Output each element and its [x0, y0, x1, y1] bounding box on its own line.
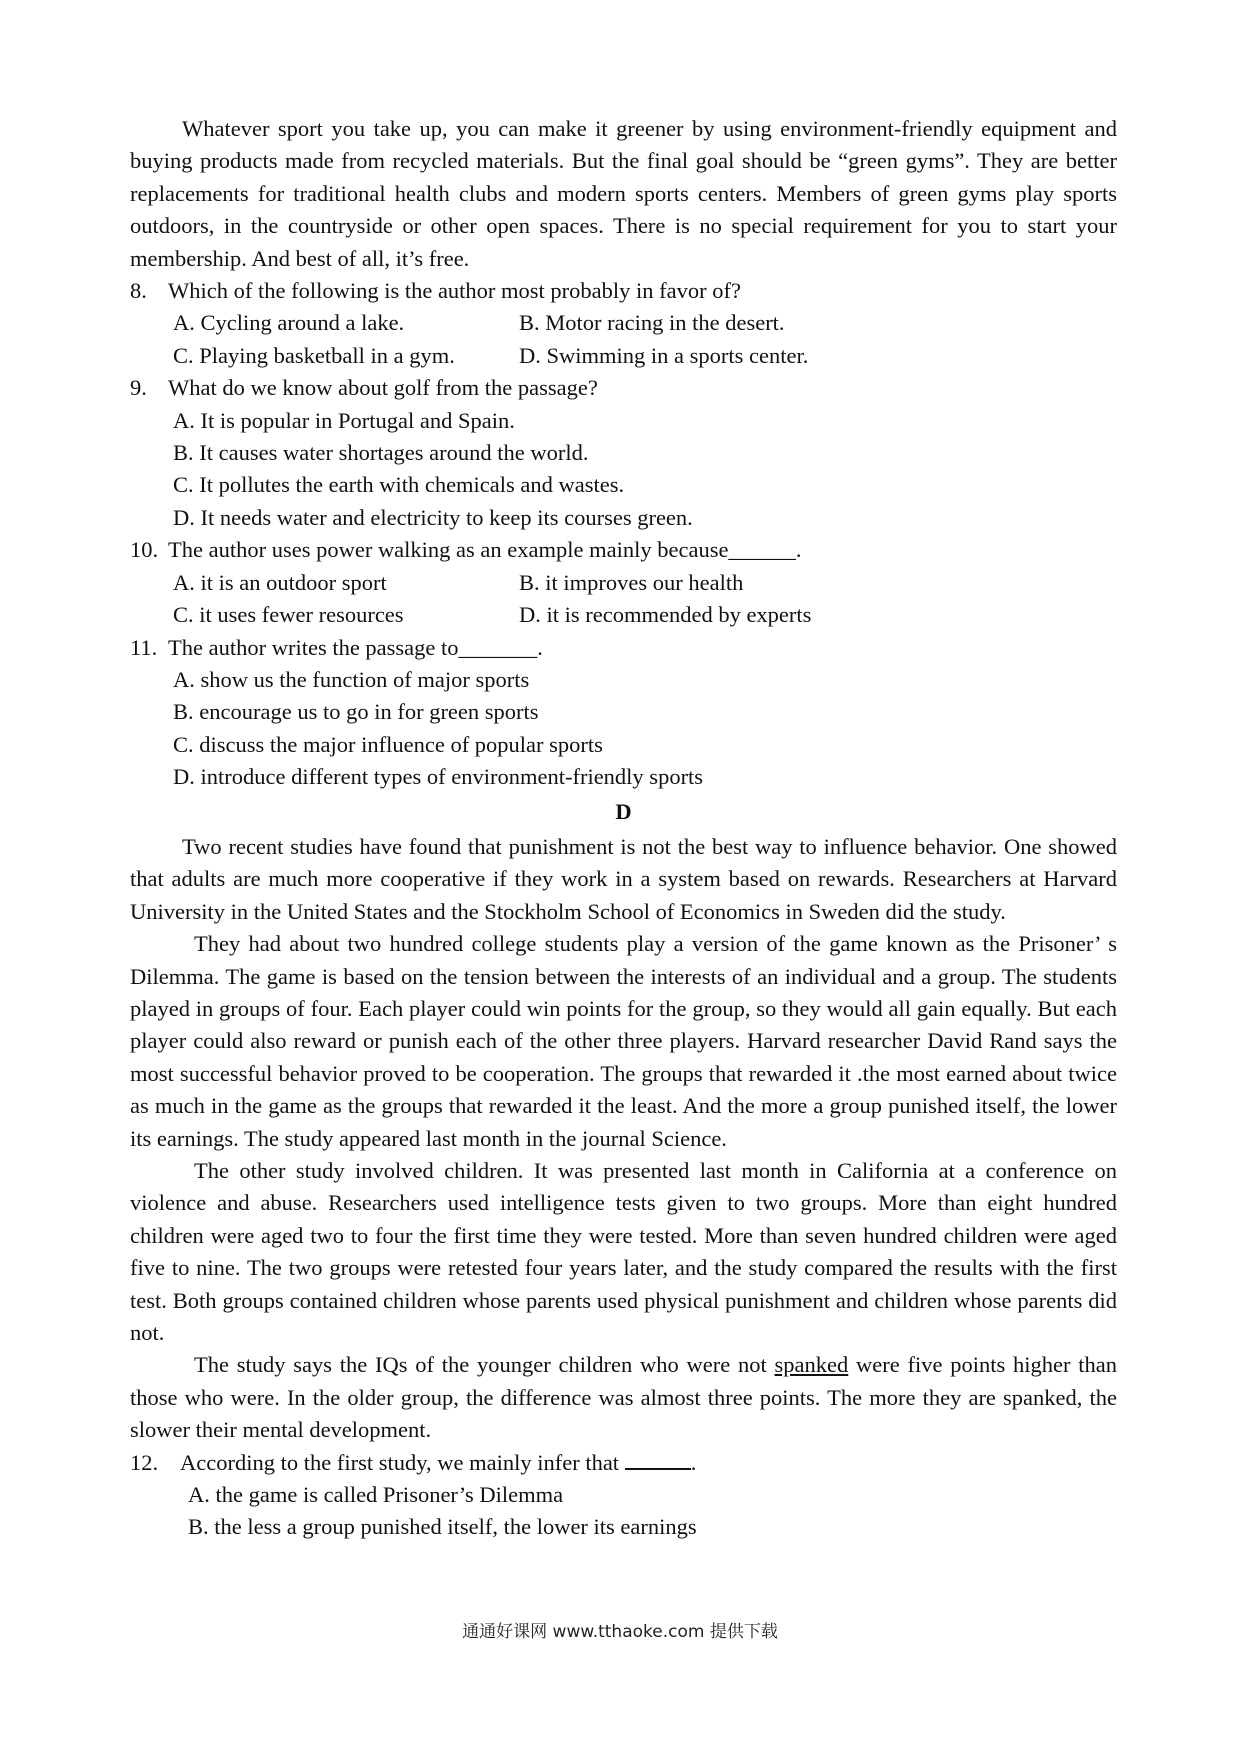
question-stem: What do we know about golf from the passage?: [168, 375, 598, 401]
option-a: A. it is an outdoor sport: [173, 569, 387, 595]
paragraph-text-before: The study says the IQs of the younger children who were not: [194, 1352, 775, 1378]
option-a: A. the game is called Prisoner’s Dilemma: [188, 1482, 564, 1508]
option-d: D. It needs water and electricity to keep its courses green.: [173, 504, 693, 530]
question-11: [130, 632, 1117, 794]
question-10: [130, 534, 1117, 631]
section-d-paragraph-4: [130, 1349, 1117, 1446]
page-footer: 通通好课网 www.tthaoke.com 提供下载: [462, 1622, 778, 1642]
option-b: B. the less a group punished itself, the lower its earnings: [188, 1514, 697, 1540]
option-d: D. Swimming in a sports center.: [519, 342, 809, 368]
question-number: 11.: [130, 634, 158, 660]
option-c: C. Playing basketball in a gym.: [173, 342, 455, 368]
question-number: 10.: [130, 537, 159, 563]
question-number: 9.: [130, 375, 147, 401]
passage-c-final-paragraph: Whatever sport you take up, you can make it greener by using environment-friendly equipment and buying products made from recycled materials. But the final goal should be “green gyms”. They are better replacements for traditional health clubs and modern sports centers. Members of green gyms play sports outdoors, in the countryside or other open spaces. There is no special requirement for you to start your membership. And best of all, it’s free.: [130, 116, 1117, 271]
question-9: [130, 372, 1117, 534]
option-a: A. Cycling around a lake.: [173, 310, 405, 336]
option-a: A. show us the function of major sports: [173, 666, 530, 692]
paragraph-text-after: were five points higher than those who were. In the older group, the difference was almost three points. The more they are spanked, the slower their mental development.: [130, 1352, 1118, 1443]
section-d-paragraph-3: The other study involved children. It was presented last month in California at a conference on violence and abuse. Researchers used intelligence tests given to two groups. More than eight hundred children were aged two to four the first time they were tested. More than seven hundred children were aged five to nine. The two groups were retested four years later, and the study compared the results with the first test. Both groups contained children whose parents used physical punishment and children whose parents did not.: [130, 1158, 1117, 1346]
question-number: 12.: [130, 1449, 159, 1475]
option-c: C. discuss the major influence of popular sports: [173, 731, 603, 757]
question-number: 8.: [130, 278, 147, 304]
option-c: C. It pollutes the earth with chemicals and wastes.: [173, 472, 625, 498]
question-stem: Which of the following is the author most probably in favor of?: [168, 278, 741, 304]
option-b: B. it improves our health: [519, 569, 744, 595]
option-b: B. encourage us to go in for green sports: [173, 699, 539, 725]
option-a: A. It is popular in Portugal and Spain.: [173, 407, 515, 433]
section-d-title: D: [615, 798, 632, 824]
underlined-word: spanked: [774, 1352, 849, 1378]
answer-blank: [625, 1448, 691, 1470]
question-stem: According to the first study, we mainly infer that .: [180, 1449, 697, 1475]
option-d: D. it is recommended by experts: [519, 602, 812, 628]
question-stem: The author uses power walking as an example mainly because______.: [168, 537, 802, 563]
option-b: B. Motor racing in the desert.: [519, 310, 785, 336]
option-b: B. It causes water shortages around the world.: [173, 440, 589, 466]
question-12: [130, 1447, 1117, 1544]
section-d-paragraph-2: They had about two hundred college students play a version of the game known as the Prisoner’ s Dilemma. The game is based on the tension between the interests of an individual and a group. The students played in groups of four. Each player could win points for the group, so they would all gain equally. But each player could also reward or punish each of the other three players. Harvard researcher David Rand says the most successful behavior proved to be cooperation. The groups that rewarded it .the most earned about twice as much in the game as the groups that rewarded it the least. And the more a group punished itself, the lower its earnings. The study appeared last month in the journal Science.: [130, 931, 1117, 1151]
question-8: [130, 275, 1117, 372]
option-d: D. introduce different types of environment-friendly sports: [173, 764, 704, 790]
section-d-paragraph-1: Two recent studies have found that punishment is not the best way to influence behavior. One showed that adults are much more cooperative if they work in a system based on rewards. Researchers at Harvard University in the United States and the Stockholm School of Economics in Sweden did the study.: [130, 833, 1117, 924]
question-stem: The author writes the passage to_______.: [168, 634, 543, 660]
option-c: C. it uses fewer resources: [173, 602, 404, 628]
